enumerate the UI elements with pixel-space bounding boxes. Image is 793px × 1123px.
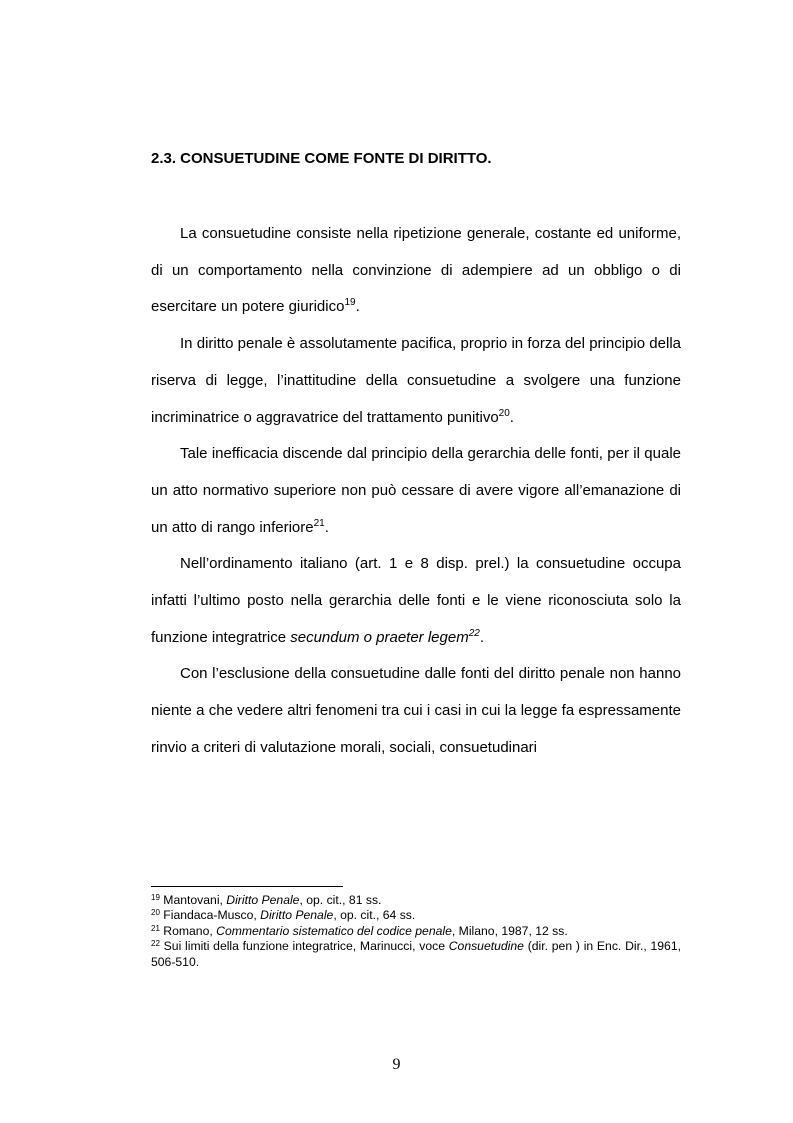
paragraph-text: Con l’esclusione della consuetudine dalle fonti del diritto penale non hanno niente a che vedere altri fenomeni tra cui i casi in cui la legge fa espressamente rinvio a criteri di valutazione morali, sociali, consuetudinari: [151, 665, 681, 756]
paragraph: [151, 546, 681, 656]
paragraph: [151, 656, 681, 766]
footnote-italic: Commentario sistematico del codice penale: [216, 923, 452, 938]
paragraph-tail: .: [355, 298, 360, 316]
page-number: 9: [392, 1056, 401, 1073]
footnote-text: Romano,: [159, 923, 217, 938]
footnote-ref: 19: [344, 297, 356, 309]
paragraph-tail: .: [509, 408, 514, 426]
footnote-text: Mantovani,: [159, 893, 227, 907]
footnote-separator: [151, 886, 343, 887]
paragraph-tail: .: [479, 628, 484, 646]
footnote: [151, 939, 681, 970]
paragraph: [151, 216, 681, 326]
body-text: [151, 216, 681, 767]
footnote-number: 22: [151, 939, 160, 949]
footnote: [151, 924, 681, 939]
section-heading: 2.3. CONSUETUDINE COME FONTE DI DIRITTO.: [151, 150, 492, 167]
footnote-text: Fiandaca-Musco,: [159, 908, 261, 923]
paragraph: [151, 326, 681, 436]
paragraph-text: In diritto penale è assolutamente pacifica, proprio in forza del principio della riserva di legge, l’inattitudine della consuetudine a svolgere una funzione incriminatrice o aggravatrice del trattamento punitivo: [151, 335, 681, 426]
footnote-number: 21: [151, 923, 160, 933]
footnote-italic: Diritto Penale: [226, 893, 300, 907]
footnote-number: 19: [151, 893, 160, 902]
paragraph-tail: .: [324, 518, 329, 536]
footnote: [151, 893, 681, 908]
footnote-text: , op. cit., 81 ss.: [299, 893, 382, 907]
footnote-text: , op. cit., 64 ss.: [333, 908, 416, 923]
paragraph: [151, 436, 681, 546]
footnote-number: 20: [151, 908, 160, 918]
footnote-italic: Diritto Penale: [260, 908, 334, 923]
paragraph-text: Nell’ordinamento italiano (art. 1 e 8 disp. prel.) la consuetudine occupa infatti l’ultimo posto nella gerarchia delle fonti e le viene riconosciuta solo la funzione integratrice: [151, 555, 681, 646]
footnote-text: Sui limiti della funzione integratrice, Marinucci, voce: [159, 939, 449, 954]
paragraph-text: Tale inefficacia discende dal principio della gerarchia delle fonti, per il quale un atto normativo superiore non può cessare di avere vigore all’emanazione di un atto di rango inferiore: [151, 445, 681, 536]
footnote-ref-number: 22: [468, 627, 480, 639]
footnote-ref: 20: [498, 407, 510, 419]
footnote-italic: Consuetudine: [448, 939, 524, 954]
footnotes: [151, 893, 681, 970]
footnote-ref: 21: [313, 517, 325, 529]
paragraph-italic: secundum o praeter legem: [290, 628, 469, 646]
footnote-ref: [469, 628, 480, 639]
footnote-text: , Milano, 1987, 12 ss.: [451, 923, 568, 938]
footnote-text: (dir. pen ) in Enc. Dir., 1961, 506-510.: [151, 939, 681, 969]
footnote: [151, 908, 681, 923]
paragraph-text: La consuetudine consiste nella ripetizione generale, costante ed uniforme, di un comportamento nella convinzione di adempiere ad un obbligo o di esercitare un potere giuridico: [151, 225, 681, 316]
